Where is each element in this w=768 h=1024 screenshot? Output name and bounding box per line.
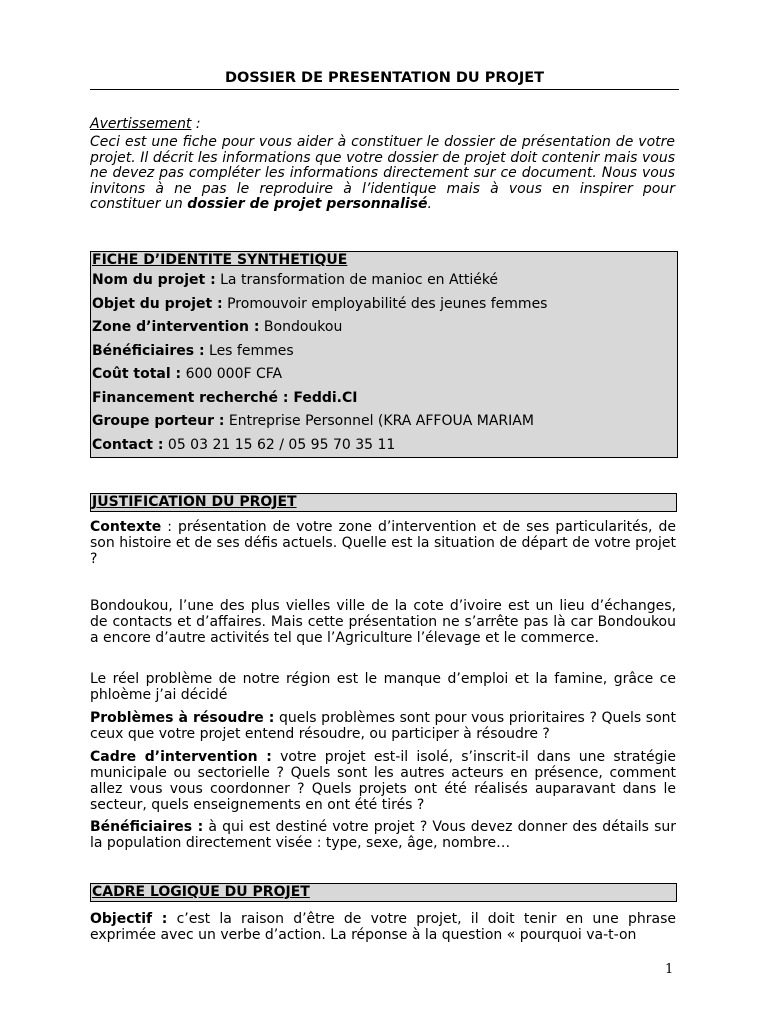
warning-section [90,115,675,213]
document-title: DOSSIER DE PRESENTATION DU PROJET [90,70,679,90]
warning-text-bold: dossier de projet personnalisé [187,196,428,212]
warning-title: Avertissement [90,116,192,132]
problems-paragraph [90,710,676,742]
intervention-zone-row [91,316,677,340]
contact-label: Contact : [92,436,164,453]
warning-text-main: Ceci est une fiche pour vous aider à constituer le dossier de présentation de votre projet. Il décrit les informations que votre dossier de projet doit contenir mais vous ne devez pas compléter les informations directement sur ce document. Nous vous invitons à ne pas le reproduire à l’identique mais à vous en inspirer pour constituer un [90,134,675,212]
warning-text-end: . [427,196,432,212]
context-label: Contexte [90,519,162,535]
problem-paragraph [90,671,676,703]
page-number: 1 [665,962,674,977]
intervention-zone-value: Bondoukou [259,319,343,335]
intervention-frame-text: votre projet est-il isolé, s’inscrit-il dans une stratégie municipale ou sectorielle ? Quels sont les autres acteurs en présence, comment allez vous vous coordonner ? Quels projets ont été réalisés auparavant dans le secteur, quels enseignements en ont été tirés ? [90,749,676,813]
project-object-label: Objet du projet : [92,295,223,312]
identity-sheet-title: FICHE D’IDENTITE SYNTHETIQUE [92,252,348,268]
problems-text: quels problèmes sont pour vous prioritaires ? Quels sont ceux que votre projet entend résoudre, ou participer à résoudre ? [90,710,676,742]
project-name-value: La transformation de manioc en Attiéké [215,272,499,288]
warning-title-line [90,115,675,133]
total-cost-row [91,363,677,387]
project-name-label: Nom du projet : [92,272,216,288]
bondoukou-text: Bondoukou, l’une des plus vielles ville de la cote d’ivoire est un lieu d’échanges, de contacts et d’affaires. Mais cette présentation ne s’arrête pas là car Bondoukou a encore d’autre activités tel que l’Agriculture l’élevage et le commerce. [90,598,676,646]
contact-value: 05 03 21 15 62 / 05 95 70 35 11 [163,436,396,453]
beneficiaries-paragraph [90,819,676,851]
justification-heading: JUSTIFICATION DU PROJET [90,493,677,512]
funding-row [91,387,677,411]
problems-label: Problèmes à résoudre : [90,710,275,726]
beneficiaries-value: Les femmes [204,342,294,359]
document-page [90,0,679,1024]
context-text: : présentation de votre zone d’intervention et de ses particularités, de son histoire et de ses défis actuels. Quelle est la situation de départ de votre projet ? [90,519,676,567]
problem-text: Le réel problème de notre région est le manque d’emploi et la famine, grâce ce phloème j’ai décidé [90,671,676,703]
context-paragraph [90,519,676,567]
beneficiaries-para-label: Bénéficiaires : [90,819,204,835]
objective-paragraph [90,911,676,943]
total-cost-value: 600 000F CFA [181,366,283,382]
project-object-value: Promouvoir employabilité des jeunes femmes [222,295,548,312]
contact-row [91,434,677,458]
beneficiaries-label: Bénéficiaires : [92,342,205,359]
total-cost-label: Coût total : [92,366,182,382]
objective-label: Objectif : [90,911,168,927]
objective-text: c’est la raison d’être de votre projet, il doit tenir en une phrase exprimée avec un verbe d’action. La réponse à la question « pourquoi va-t-on [90,911,676,943]
beneficiaries-row [91,340,677,364]
project-object-row [91,293,677,317]
funding-label: Financement recherché : Feddi.CI [92,389,358,406]
carrier-group-row [91,410,677,434]
warning-title-suffix: : [191,116,201,132]
carrier-group-label: Groupe porteur : [92,413,225,429]
beneficiaries-para-text: à qui est destiné votre projet ? Vous devez donner des détails sur la population directement visée : type, sexe, âge, nombre… [90,819,676,851]
warning-text [90,135,675,213]
logical-frame-heading: CADRE LOGIQUE DU PROJET [90,883,677,902]
intervention-frame-paragraph [90,749,676,813]
bondoukou-paragraph [90,598,676,646]
intervention-zone-label: Zone d’intervention : [92,319,260,335]
carrier-group-value: Entreprise Personnel (KRA AFFOUA MARIAM [224,413,534,429]
identity-sheet [90,251,678,458]
project-name-row [91,269,677,293]
intervention-frame-label: Cadre d’intervention : [90,749,272,765]
